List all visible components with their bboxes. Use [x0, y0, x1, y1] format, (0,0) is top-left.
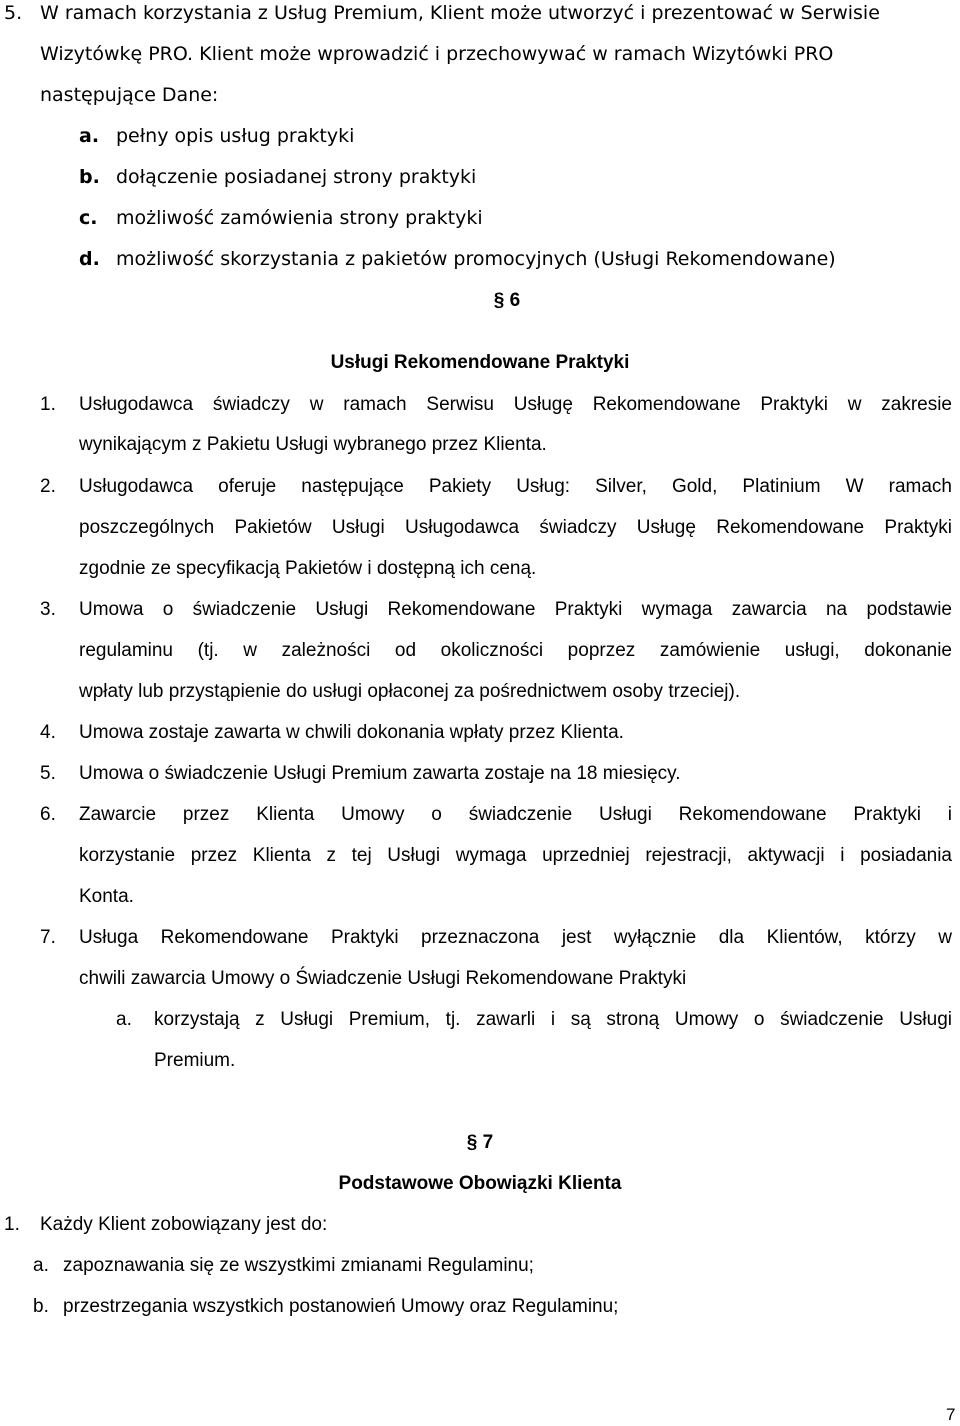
paragraph-line: Usługodawca świadczy w ramach Serwisu Usługę Rekomendowane Praktyki w zakresie	[79, 394, 952, 415]
sub-item-line: Premium.	[154, 1050, 236, 1071]
paragraph-line: Usługodawca oferuje następujące Pakiety Usług: Silver, Gold, Platinium W ramach	[79, 476, 952, 497]
paragraph-number: 5.	[40, 763, 56, 784]
paragraph-number: 4.	[40, 722, 56, 743]
paragraph-line: korzystanie przez Klienta z tej Usługi wymaga uprzedniej rejestracji, aktywacji i posiadania	[79, 845, 952, 866]
intro-item-letter: d.	[79, 248, 100, 270]
list-item-text: przestrzegania wszystkich postanowień Umowy oraz Regulaminu;	[63, 1296, 619, 1317]
section-6-title: Usługi Rekomendowane Praktyki	[330, 352, 630, 373]
intro-line-2: Wizytówkę PRO. Klient może wprowadzić i przechowywać w ramach Wizytówki PRO	[40, 43, 834, 65]
intro-line-1: W ramach korzystania z Usług Premium, Klient może utworzyć i prezentować w Serwisie	[40, 2, 880, 24]
section-7-title: Podstawowe Obowiązki Klienta	[338, 1173, 622, 1194]
list-item-text: zapoznawania się ze wszystkimi zmianami Regulaminu;	[63, 1255, 534, 1276]
list-item-letter: a.	[33, 1255, 49, 1276]
intro-item-text: możliwość skorzystania z pakietów promocyjnych (Usługi Rekomendowane)	[116, 248, 836, 270]
sub-item-letter: a.	[116, 1009, 132, 1030]
paragraph-line: regulaminu (tj. w zależności od okoliczności poprzez zamówienie usługi, dokonanie	[79, 640, 952, 661]
paragraph-line: poszczególnych Pakietów Usługi Usługodawca świadczy Usługę Rekomendowane Praktyki	[79, 517, 952, 538]
sub-item-line: korzystają z Usługi Premium, tj. zawarli i są stroną Umowy o świadczenie Usługi	[154, 1009, 952, 1030]
paragraph-number: 7.	[40, 927, 56, 948]
paragraph-line: Zawarcie przez Klienta Umowy o świadczenie Usługi Rekomendowane Praktyki i	[79, 804, 952, 825]
paragraph-number: 3.	[40, 599, 56, 620]
paragraph-line: wpłaty lub przystąpienie do usługi opłaconej za pośrednictwem osoby trzeciej).	[79, 681, 741, 702]
paragraph-line: Umowa o świadczenie Usługi Rekomendowane Praktyki wymaga zawarcia na podstawie	[79, 599, 952, 620]
intro-item-letter: b.	[79, 166, 100, 188]
section-7-mark: § 7	[466, 1132, 494, 1153]
paragraph-line: chwili zawarcia Umowy o Świadczenie Usługi Rekomendowane Praktyki	[79, 968, 687, 989]
paragraph-line: Umowa zostaje zawarta w chwili dokonania wpłaty przez Klienta.	[79, 722, 624, 743]
intro-item-letter: a.	[79, 125, 100, 147]
paragraph-number: 1.	[4, 1214, 20, 1235]
paragraph-number: 1.	[40, 394, 56, 415]
intro-item-letter: c.	[79, 207, 98, 229]
intro-number: 5.	[4, 2, 23, 24]
paragraph-line: Usługa Rekomendowane Praktyki przeznaczona jest wyłącznie dla Klientów, którzy w	[79, 927, 952, 948]
intro-item-text: dołączenie posiadanej strony praktyki	[116, 166, 477, 188]
paragraph-number: 6.	[40, 804, 56, 825]
list-item-letter: b.	[33, 1296, 49, 1317]
section-6-mark: § 6	[493, 290, 521, 311]
intro-line-3: następujące Dane:	[40, 84, 219, 106]
intro-item-text: możliwość zamówienia strony praktyki	[116, 207, 483, 229]
paragraph-number: 2.	[40, 476, 56, 497]
paragraph-line: Konta.	[79, 886, 134, 907]
paragraph-line: wynikającym z Pakietu Usługi wybranego przez Klienta.	[79, 434, 547, 455]
page-number: 7	[946, 1405, 956, 1424]
paragraph-line: Każdy Klient zobowiązany jest do:	[40, 1214, 328, 1235]
paragraph-line: zgodnie ze specyfikacją Pakietów i dostępną ich ceną.	[79, 558, 537, 579]
intro-item-text: pełny opis usług praktyki	[116, 125, 355, 147]
paragraph-line: Umowa o świadczenie Usługi Premium zawarta zostaje na 18 miesięcy.	[79, 763, 681, 784]
